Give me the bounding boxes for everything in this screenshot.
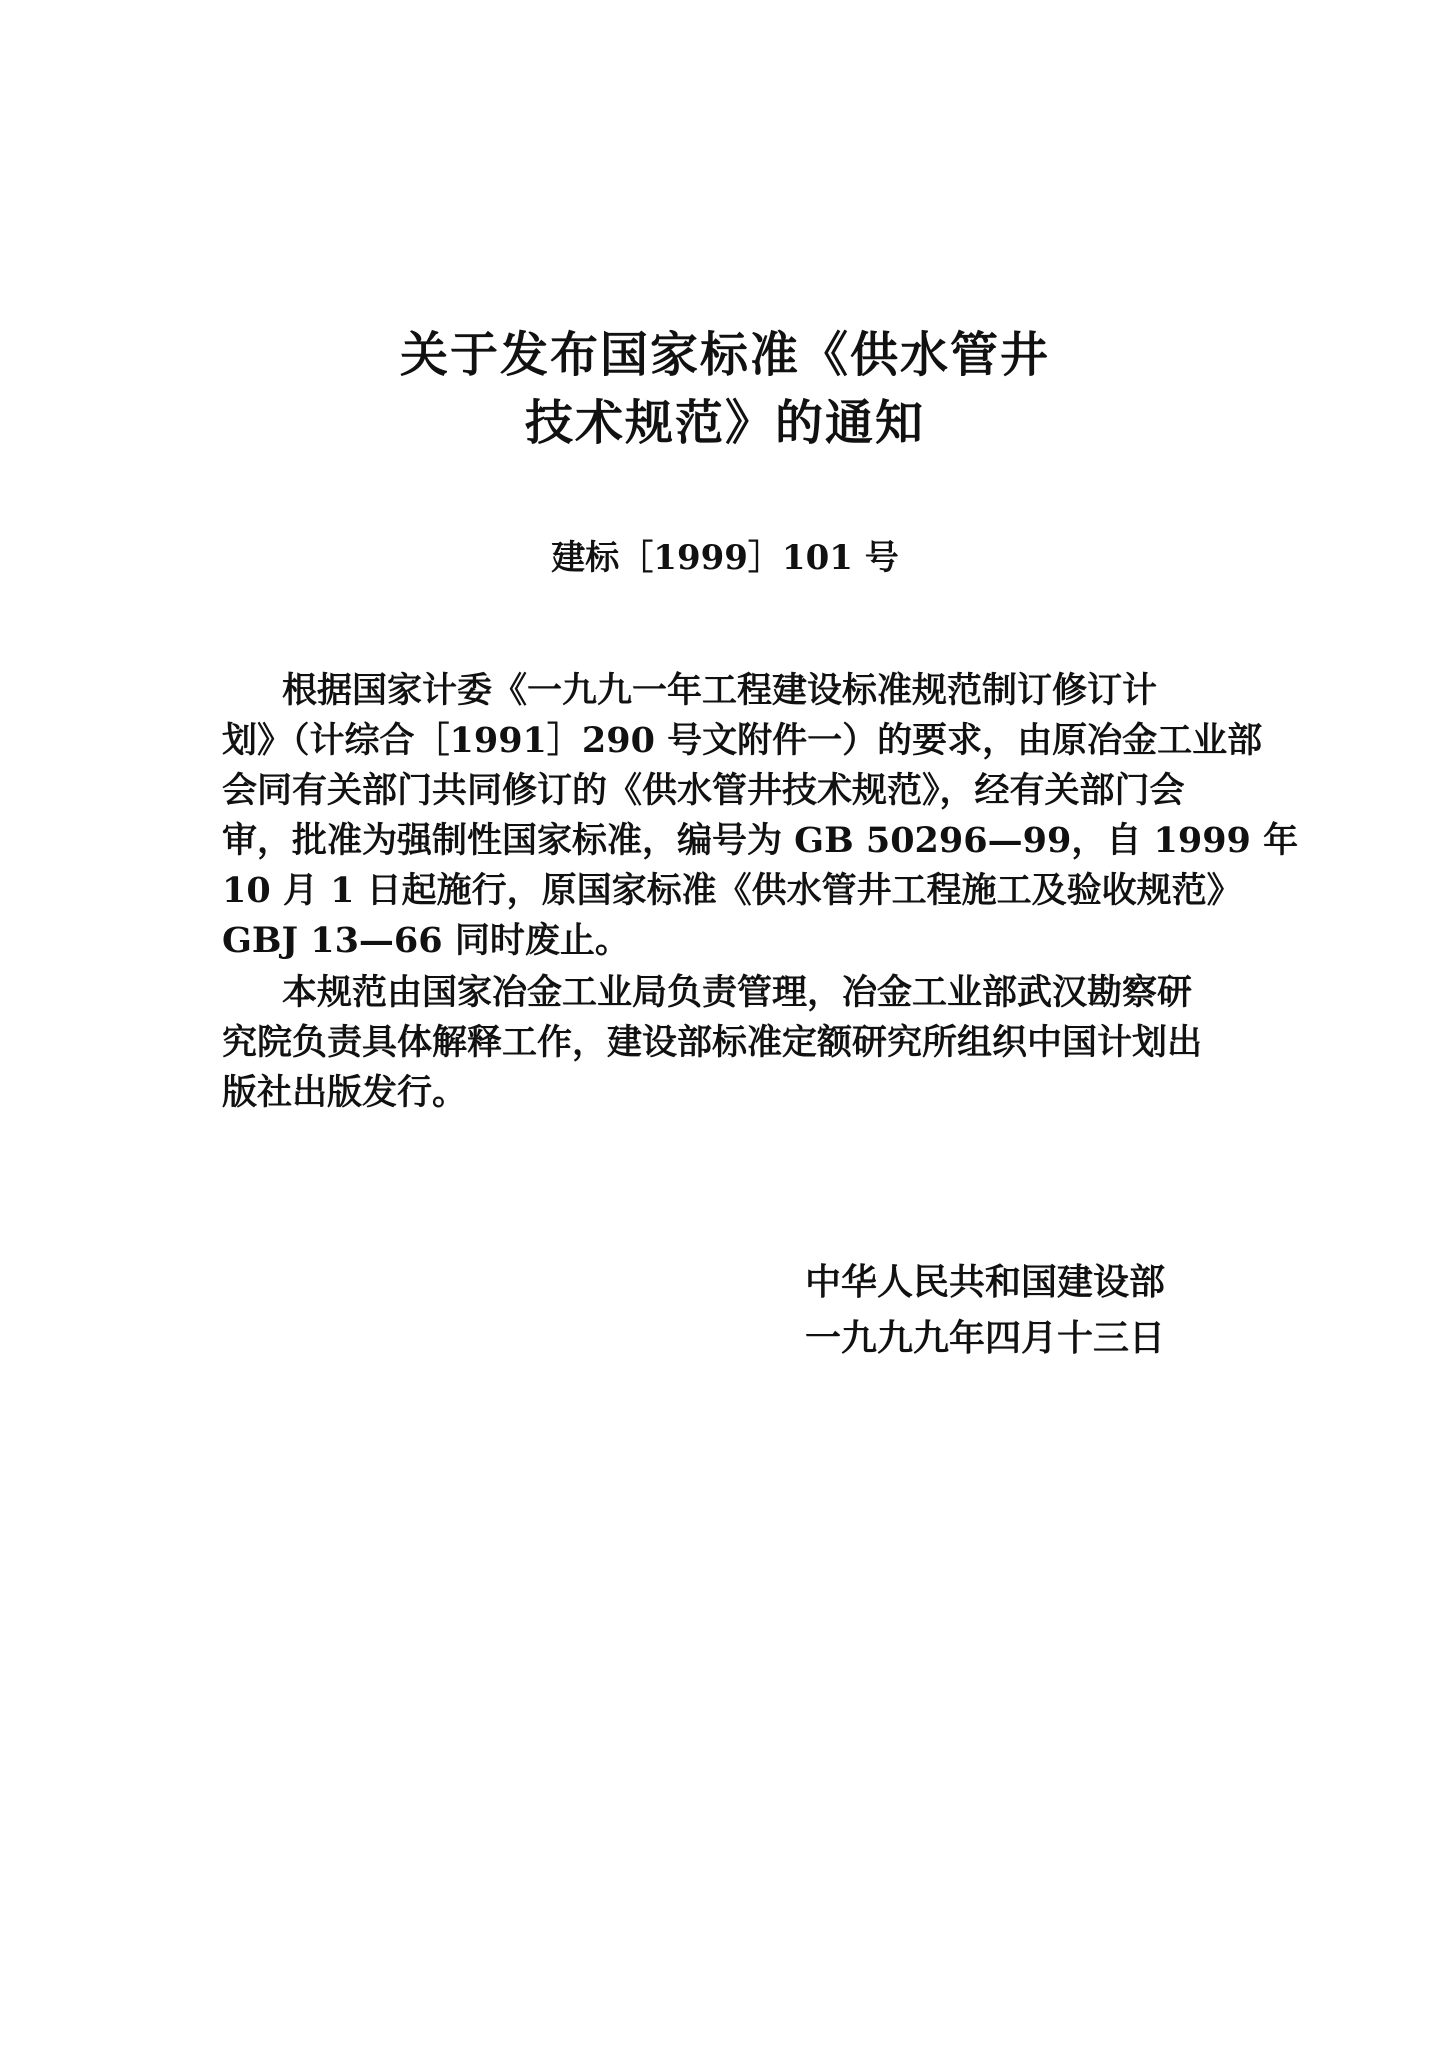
paragraph-1-line-2: 划》（计综合［1991］290 号文附件一）的要求，由原冶金工业部 [222,720,1263,761]
issue-date: 一九九九年四月十三日 [805,1317,1166,1359]
paragraph-2-line-2: 究院负责具体解释工作，建设部标准定额研究所组织中国计划出 [222,1022,1203,1063]
document-title-line-2: 技术规范》的通知 [524,395,925,451]
paragraph-2-line-1: 本规范由国家冶金工业局负责管理，冶金工业部武汉勘察研 [282,972,1193,1013]
paragraph-1-line-6: GBJ 13—66 同时废止。 [222,920,630,961]
issuer-signature: 中华人民共和国建设部 [805,1261,1166,1303]
document-number: 建标［1999］101 号 [551,538,899,578]
paragraph-1-line-4: 审，批准为强制性国家标准，编号为 GB 50296—99，自 1999 年 [222,820,1299,861]
paragraph-1-line-1: 根据国家计委《一九九一年工程建设标准规范制订修订计 [282,670,1158,711]
paragraph-1-line-5: 10 月 1 日起施行，原国家标准《供水管井工程施工及验收规范》 [222,870,1242,911]
document-title-line-1: 关于发布国家标准《供水管井 [399,327,1050,383]
paragraph-2-line-3: 版社出版发行。 [222,1072,468,1113]
paragraph-1-line-3: 会同有关部门共同修订的《供水管井技术规范》，经有关部门会 [222,770,1185,811]
